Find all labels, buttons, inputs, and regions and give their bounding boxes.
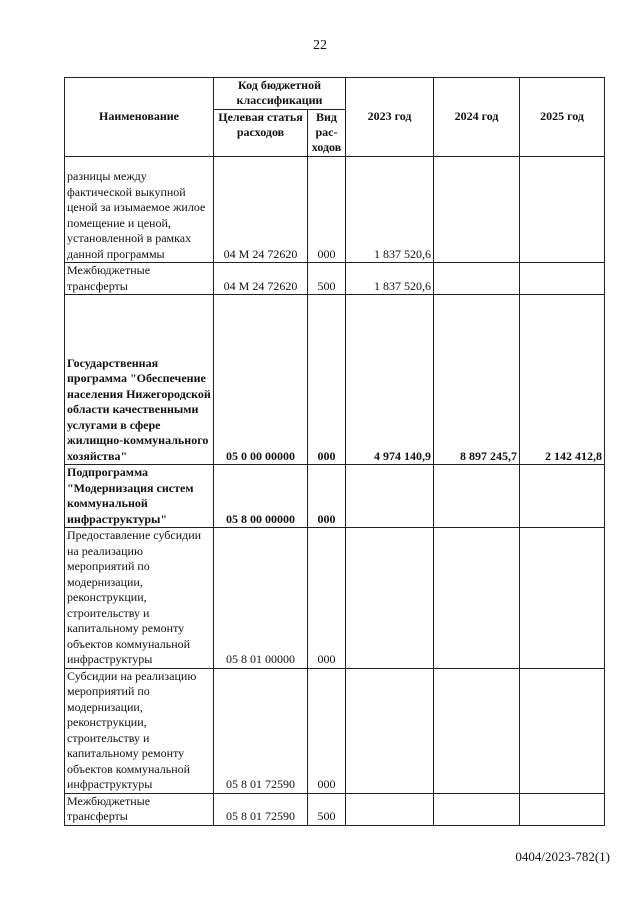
row-value-2025: [520, 157, 605, 263]
document-code: 0404/2023-782(1): [515, 849, 610, 864]
row-value-2024: [434, 157, 520, 263]
header-target-item: Целевая статья расходов: [214, 110, 308, 157]
row-code: 04 М 24 72620: [214, 263, 308, 295]
row-code: 04 М 24 72620: [214, 157, 308, 263]
budget-table: [64, 77, 605, 826]
page-number: 22: [313, 38, 327, 53]
row-type: 000: [308, 668, 346, 793]
header-expense-type: Вид рас-ходов: [308, 110, 346, 157]
row-value-2023: [346, 528, 434, 669]
row-name: Субсидии на реализацию мероприятий по модернизации, реконструкции, строительству и капитальному ремонту объектов коммунальной инфраструктуры: [65, 668, 214, 793]
row-value-2024: [434, 793, 520, 825]
row-value-2025: [520, 263, 605, 295]
row-value-2024: [434, 465, 520, 528]
row-name: Межбюджетные трансферты: [65, 263, 214, 295]
row-value-2025: 2 142 412,8: [520, 295, 605, 465]
row-value-2025: [520, 465, 605, 528]
row-code: 05 8 00 00000: [214, 465, 308, 528]
row-name: Государственная программа "Обеспечение населения Нижегородской области качественными услугами в сфере жилищно-коммунального хозяйства": [65, 295, 214, 465]
row-value-2025: [520, 793, 605, 825]
row-code: 05 0 00 00000: [214, 295, 308, 465]
row-value-2024: [434, 263, 520, 295]
row-type: 000: [308, 157, 346, 263]
row-name: Подпрограмма "Модернизация систем коммунальной инфраструктуры": [65, 465, 214, 528]
row-value-2024: [434, 528, 520, 669]
row-value-2023: 1 837 520,6: [346, 263, 434, 295]
row-code: 05 8 01 72590: [214, 668, 308, 793]
header-year-2024: 2024 год: [434, 78, 520, 157]
header-year-2025: 2025 год: [520, 78, 605, 157]
row-value-2024: [434, 668, 520, 793]
header-budget-code: Код бюджетной классификации: [214, 78, 346, 110]
row-value-2025: [520, 668, 605, 793]
row-type: 500: [308, 793, 346, 825]
row-type: 000: [308, 295, 346, 465]
row-value-2023: [346, 793, 434, 825]
row-name: Предоставление субсидии на реализацию мероприятий по модернизации, реконструкции, строительству и капитальному ремонту объектов коммунальной инфраструктуры: [65, 528, 214, 669]
row-value-2023: [346, 465, 434, 528]
row-value-2023: 4 974 140,9: [346, 295, 434, 465]
row-type: 000: [308, 528, 346, 669]
header-name: Наименование: [65, 78, 214, 157]
row-name: Межбюджетные трансферты: [65, 793, 214, 825]
header-year-2023: 2023 год: [346, 78, 434, 157]
row-code: 05 8 01 00000: [214, 528, 308, 669]
row-type: 500: [308, 263, 346, 295]
row-value-2024: 8 897 245,7: [434, 295, 520, 465]
row-name: разницы между фактической выкупной ценой за изымаемое жилое помещение и ценой, установленной в рамках данной программы: [65, 157, 214, 263]
row-code: 05 8 01 72590: [214, 793, 308, 825]
row-type: 000: [308, 465, 346, 528]
row-value-2023: 1 837 520,6: [346, 157, 434, 263]
row-value-2025: [520, 528, 605, 669]
row-value-2023: [346, 668, 434, 793]
